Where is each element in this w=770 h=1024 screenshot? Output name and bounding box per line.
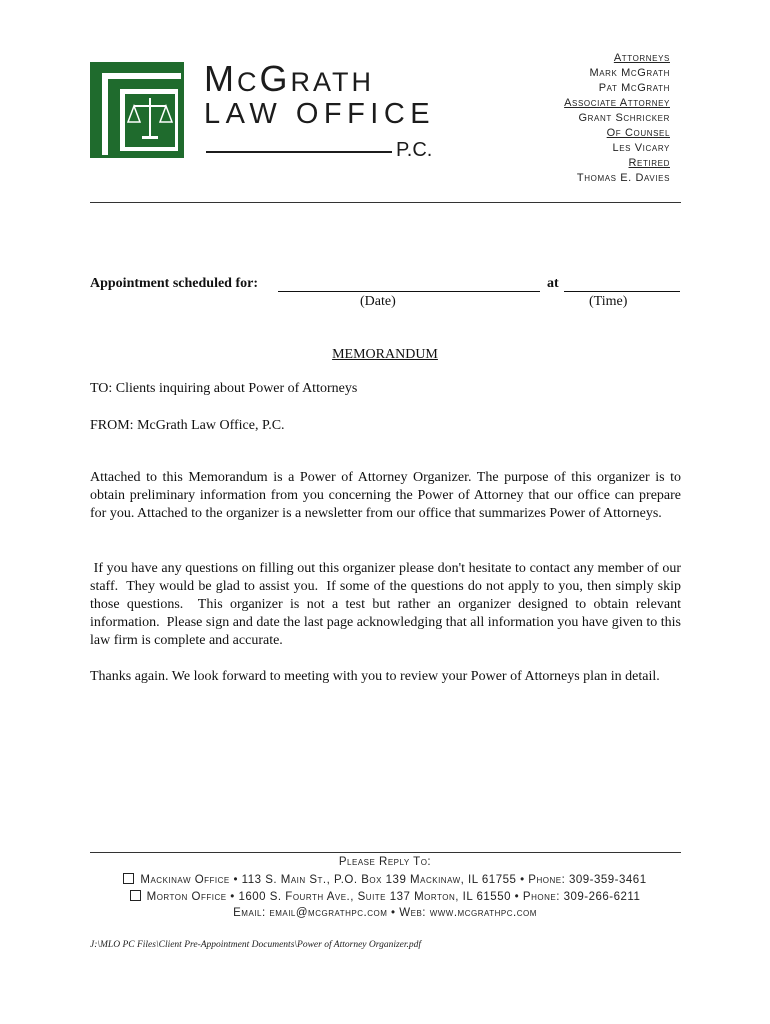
appointment-at-label: at: [547, 276, 559, 291]
memo-paragraph: Thanks again. We look forward to meeting with you to review your Power of Attorneys plan in detail.: [90, 669, 660, 684]
staff-list: [564, 51, 670, 186]
retired-name: Thomas E. Davies: [576, 172, 670, 184]
retired-heading: Retired: [628, 157, 670, 169]
attorneys-heading: Attorneys: [613, 52, 670, 64]
file-path: J:\MLO PC Files\Client Pre-Appointment Documents\Power of Attorney Organizer.pdf: [90, 940, 422, 950]
attorney-name: Mark McGrath: [589, 67, 670, 79]
memo-to: TO: Clients inquiring about Power of Attorneys: [90, 381, 358, 396]
memo-paragraph: If you have any questions on filling out this organizer please don't hesitate to contact any member of our staff. They would be glad to assist you. If some of the questions do not apply to you, then simply skip those questions. This organizer is not a test but rather an organizer designed to obtain relevant information. Please sign and date the last page acknowledging that all information you have given to this law firm is complete and accurate.: [90, 561, 685, 648]
associate-heading: Associate Attorney: [564, 97, 670, 109]
memo-from: FROM: McGrath Law Office, P.C.: [90, 418, 285, 433]
firm-suffix: P.C.: [396, 139, 433, 161]
counsel-name: Les Vicary: [612, 142, 670, 154]
footer-divider: [90, 852, 681, 853]
morton-office-line: [0, 890, 770, 903]
scales-of-justice-logo-icon: [90, 62, 184, 158]
associate-name: Grant Schricker: [578, 112, 670, 124]
reply-heading: Please Reply To:: [338, 856, 432, 868]
morton-office-text: Morton Office • 1600 S. Fourth Ave., Suite 137 Morton, IL 61550 • Phone: 309-266-6211: [146, 891, 641, 903]
header-divider: [90, 202, 681, 203]
appointment-date-field[interactable]: [278, 291, 540, 292]
appointment-label: Appointment scheduled for:: [90, 276, 259, 291]
memo-paragraph: Attached to this Memorandum is a Power of Attorney Organizer. The purpose of this organizer is to obtain preliminary information from you concerning the Power of Attorney that our office can prepare for you. Attached to the organizer is a newsletter from our office that summarizes Power of Attorneys.: [90, 470, 681, 521]
firm-name: MCGRATH: [204, 58, 375, 99]
date-caption: (Date): [360, 294, 396, 309]
mackinaw-checkbox[interactable]: [123, 873, 134, 884]
time-caption: (Time): [589, 294, 628, 309]
mackinaw-office-text: Mackinaw Office • 113 S. Main St., P.O. Box 139 Mackinaw, IL 61755 • Phone: 309-359-3461: [140, 874, 647, 886]
contact-line: Email: email@mcgrathpc.com • Web: www.mcgrathpc.com: [233, 907, 537, 919]
memo-title: MEMORANDUM: [332, 347, 438, 362]
mackinaw-office-line: [0, 873, 770, 886]
appointment-time-field[interactable]: [564, 291, 680, 292]
firm-subtitle: LAW OFFICE: [204, 98, 436, 130]
attorney-name: Pat McGrath: [598, 82, 670, 94]
counsel-heading: Of Counsel: [606, 127, 670, 139]
morton-checkbox[interactable]: [130, 890, 141, 901]
logo-rule: [206, 151, 392, 153]
